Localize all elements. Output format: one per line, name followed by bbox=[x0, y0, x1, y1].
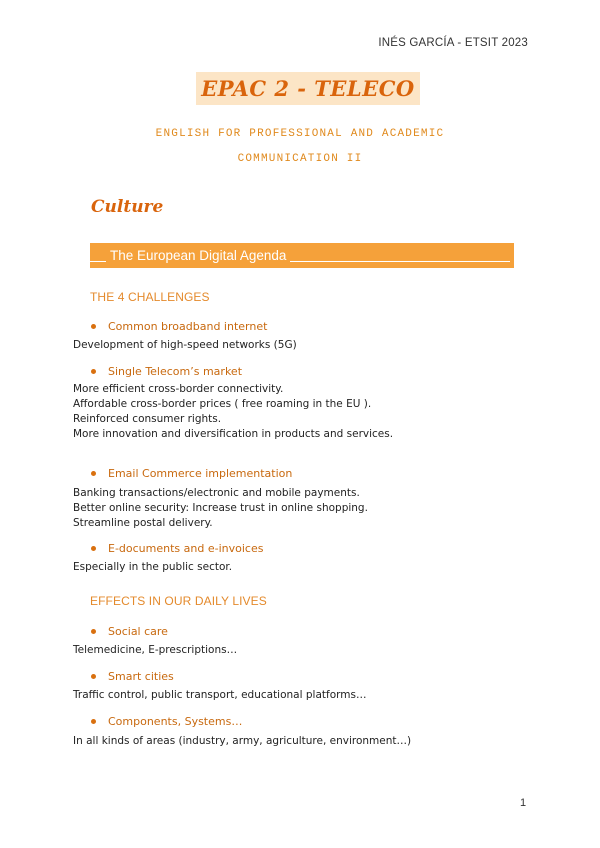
page-number: 1 bbox=[520, 797, 527, 809]
body-line: Streamline postal delivery. bbox=[73, 517, 213, 529]
header-author: INÉS GARCÍA - ETSIT 2023 bbox=[378, 37, 528, 49]
body-line: Affordable cross-border prices ( free roaming in the EU ). bbox=[73, 398, 372, 410]
subtitle-line: COMMUNICATION II bbox=[237, 153, 363, 165]
section-title: Culture bbox=[91, 197, 164, 217]
body-line: Telemedicine, E-prescriptions… bbox=[73, 644, 238, 656]
effects-heading: EFFECTS IN OUR DAILY LIVES bbox=[90, 594, 267, 608]
banner-text: The European Digital Agenda bbox=[110, 248, 287, 263]
bullet-dot-icon bbox=[91, 324, 96, 329]
bullet-item bbox=[91, 715, 242, 728]
body-line: In all kinds of areas (industry, army, agriculture, environment…) bbox=[73, 735, 412, 747]
bullet-dot-icon bbox=[91, 369, 96, 374]
banner-underline-lead bbox=[90, 249, 106, 262]
bullet-body bbox=[73, 734, 411, 749]
bullet-dot-icon bbox=[91, 471, 96, 476]
bullet-label: E-documents and e-invoices bbox=[108, 542, 264, 555]
body-line: More efficient cross-border connectivity. bbox=[73, 383, 284, 395]
banner-underline-trail bbox=[290, 249, 510, 262]
bullet-dot-icon bbox=[91, 629, 96, 634]
bullet-item bbox=[91, 320, 267, 333]
bullet-item bbox=[91, 365, 242, 378]
bullet-body bbox=[73, 486, 368, 531]
bullet-label: Single Telecom’s market bbox=[108, 365, 243, 378]
body-line: Banking transactions/electronic and mobile payments. bbox=[73, 487, 360, 499]
topic-banner bbox=[90, 243, 514, 268]
body-line: Traffic control, public transport, educational platforms… bbox=[73, 689, 367, 701]
bullet-item bbox=[91, 625, 168, 638]
bullet-label: Social care bbox=[108, 625, 168, 638]
challenges-heading: THE 4 CHALLENGES bbox=[90, 290, 210, 304]
document-subtitle bbox=[90, 122, 510, 172]
bullet-dot-icon bbox=[91, 546, 96, 551]
body-line: Better online security: Increase trust in online shopping. bbox=[73, 502, 368, 514]
body-line: More innovation and diversification in products and services. bbox=[73, 428, 394, 440]
bullet-item bbox=[91, 670, 174, 683]
body-line: Development of high-speed networks (5G) bbox=[73, 339, 297, 351]
bullet-item bbox=[91, 542, 263, 555]
bullet-body bbox=[73, 643, 237, 658]
document-title: EPAC 2 - TELECO bbox=[201, 76, 415, 101]
bullet-dot-icon bbox=[91, 674, 96, 679]
bullet-label: Smart cities bbox=[108, 670, 174, 683]
body-line: Reinforced consumer rights. bbox=[73, 413, 222, 425]
bullet-label: Common broadband internet bbox=[108, 320, 268, 333]
bullet-body bbox=[73, 560, 232, 575]
bullet-body bbox=[73, 382, 393, 442]
subtitle-line: ENGLISH FOR PROFESSIONAL AND ACADEMIC bbox=[155, 128, 445, 140]
bullet-item bbox=[91, 467, 292, 480]
bullet-body bbox=[73, 338, 297, 353]
bullet-label: Email Commerce implementation bbox=[108, 467, 293, 480]
bullet-label: Components, Systems… bbox=[108, 715, 243, 728]
document-title-box bbox=[196, 72, 420, 105]
bullet-dot-icon bbox=[91, 719, 96, 724]
body-line: Especially in the public sector. bbox=[73, 561, 233, 573]
bullet-body bbox=[73, 688, 366, 703]
